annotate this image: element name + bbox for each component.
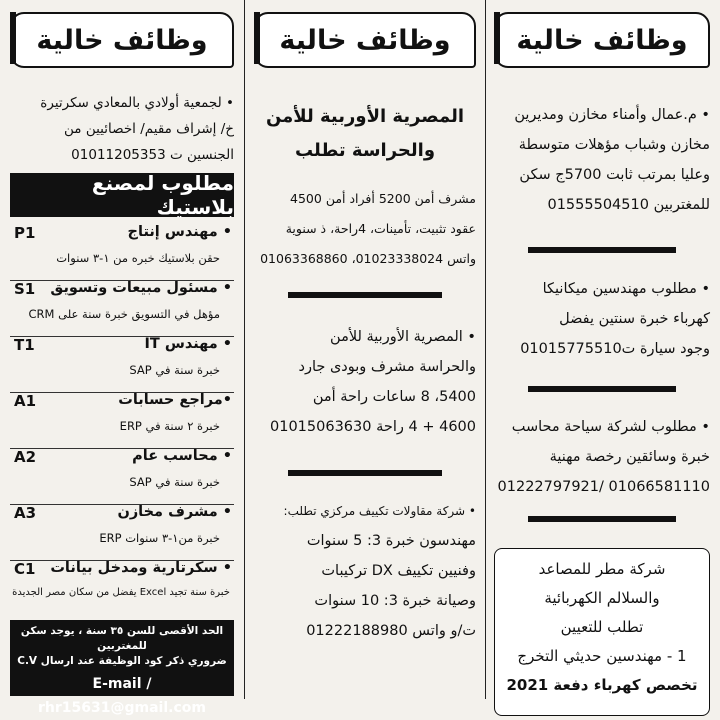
job-row — [10, 278, 234, 337]
column-left — [4, 0, 240, 716]
note-line: الحد الأقصى للسن ٣٥ سنة ، يوجد سكن للمغتربين — [20, 625, 224, 652]
job-title: • مسئول مبيعات وتسويق — [50, 280, 232, 296]
ad-line: وصيانة خبرة 3: 10 سنوات — [314, 593, 476, 609]
plastics-factory-banner: مطلوب لمصنع بلاستيك — [10, 173, 234, 217]
column-header: وظائف خالية — [254, 12, 476, 68]
column-rule — [244, 0, 245, 699]
note-line: ضروري ذكر كود الوظيفة عند ارسال C.V — [17, 655, 227, 667]
job-desc: خبرة سنة تجيد Excel يفضل من سكان مصر الجديدة — [12, 587, 230, 598]
ad-line: • مطلوب مهندسين ميكانيكا — [542, 281, 710, 297]
job-row — [10, 558, 234, 616]
job-desc: خبرة ٢ سنة في ERP — [119, 419, 220, 433]
ad-line: كهرباء خبرة سنتين يفضل — [559, 311, 710, 327]
title-line: المصرية الأوربية للأمن — [265, 106, 465, 127]
ad-line: مهندسون خبرة 3: 5 سنوات — [306, 533, 476, 549]
job-code: A1 — [14, 392, 37, 410]
ad-line: والحراسة مشرف وبودى جارد — [298, 359, 476, 375]
notes-box — [10, 620, 234, 672]
ad-line: ت/و واتس 01222188980 — [306, 623, 476, 639]
job-code: P1 — [14, 224, 36, 242]
job-row — [10, 222, 234, 281]
ad-line: خ/ إشراف مقيم/ اخصائيين من — [64, 121, 234, 137]
ad-warehouse — [494, 100, 710, 220]
column-right — [488, 0, 716, 699]
job-code: T1 — [14, 336, 35, 354]
job-row — [10, 502, 234, 561]
ad-hvac — [254, 496, 476, 646]
job-title: • مشرف مخازن — [117, 504, 232, 520]
job-desc: خبرة سنة في SAP — [129, 363, 220, 377]
ad-line: 1 - مهندسين حديثي التخرج — [517, 647, 687, 665]
ad-line: • المصرية الأوربية للأمن — [330, 329, 476, 345]
ad-security-guards — [254, 322, 476, 442]
security-company-title — [254, 100, 476, 168]
contact-email: E-mail / rhr15631@gmail.com — [10, 672, 234, 696]
job-code: S1 — [14, 280, 36, 298]
column-rule — [485, 0, 486, 699]
job-title: • مهندس IT — [144, 336, 232, 352]
ad-line: وفنيين تكييف DX تركيبات — [321, 563, 476, 579]
ad-line: 01066581110 /01222797921 — [497, 479, 710, 495]
job-desc: حقن بلاستيك خبره من ١-٣ سنوات — [56, 251, 220, 265]
ad-mechanical-engineers — [494, 274, 710, 364]
job-desc: خبرة سنة في SAP — [129, 475, 220, 489]
ad-tourism-accountant — [494, 412, 710, 502]
divider — [288, 292, 442, 298]
column-middle — [248, 0, 482, 699]
job-code: A2 — [14, 448, 37, 466]
ad-elevators-box — [494, 548, 710, 716]
column-header: وظائف خالية — [494, 12, 710, 68]
ad-line: • مطلوب لشركة سياحة محاسب — [511, 419, 710, 435]
column-header: وظائف خالية — [10, 12, 234, 68]
ad-line: واتس 01023338024، 01063368860 — [260, 251, 476, 266]
ad-line: خبرة وسائقين رخصة مهنية — [549, 449, 710, 465]
job-title: •مراجع حسابات — [118, 392, 232, 408]
title-line: والحراسة تطلب — [294, 140, 436, 161]
ad-line: وجود سيارة ت01015775510 — [520, 341, 710, 357]
job-code: C1 — [14, 560, 36, 578]
job-title: • مهندس إنتاج — [127, 224, 232, 240]
ad-awladi-association — [10, 90, 234, 168]
job-code: A3 — [14, 504, 37, 522]
ad-line: مخازن وشباب مؤهلات متوسطة — [518, 137, 710, 153]
ad-line: تخصص كهرباء دفعة 2021 — [506, 676, 698, 694]
ad-line: للمغتربين 01555504510 — [547, 197, 710, 213]
ad-line: شركة مطر للمصاعد — [538, 560, 666, 578]
ad-line: 4600 + 4 راحة 01015063630 — [270, 419, 476, 435]
job-title: • محاسب عام — [132, 448, 232, 464]
job-row — [10, 446, 234, 505]
ad-security-details — [254, 184, 476, 274]
ad-line: والسلالم الكهربائية — [544, 589, 660, 607]
job-row — [10, 334, 234, 393]
ad-line: تطلب للتعيين — [560, 618, 644, 636]
ad-line: عقود تثبيت، تأمينات، 4راحة، ذ سنوية — [285, 221, 476, 236]
job-title: • سكرتارية ومدخل بيانات — [50, 560, 232, 576]
ad-line: الجنسين ت 01011205353 — [71, 147, 234, 163]
ad-line: مشرف أمن 5200 أفراد أمن 4500 — [290, 191, 476, 206]
divider — [528, 247, 676, 253]
divider — [288, 470, 442, 476]
divider — [528, 516, 676, 522]
ad-line: • شركة مقاولات تكييف مركزي تطلب: — [283, 504, 476, 518]
job-desc: مؤهل في التسويق خبرة سنة على CRM — [28, 307, 220, 321]
job-desc: خبرة من١-٣ سنوات ERP — [99, 531, 220, 545]
ad-line: • م.عمال وأمناء مخازن ومديرين — [514, 107, 710, 123]
ad-line: وعليا بمرتب ثابت 5700ج سكن — [519, 167, 710, 183]
ad-line: 5400، 8 ساعات راحة أمن — [312, 389, 476, 405]
ad-line: • لجمعية أولادي بالمعادي سكرتيرة — [40, 95, 234, 111]
divider — [528, 386, 676, 392]
job-row — [10, 390, 234, 449]
